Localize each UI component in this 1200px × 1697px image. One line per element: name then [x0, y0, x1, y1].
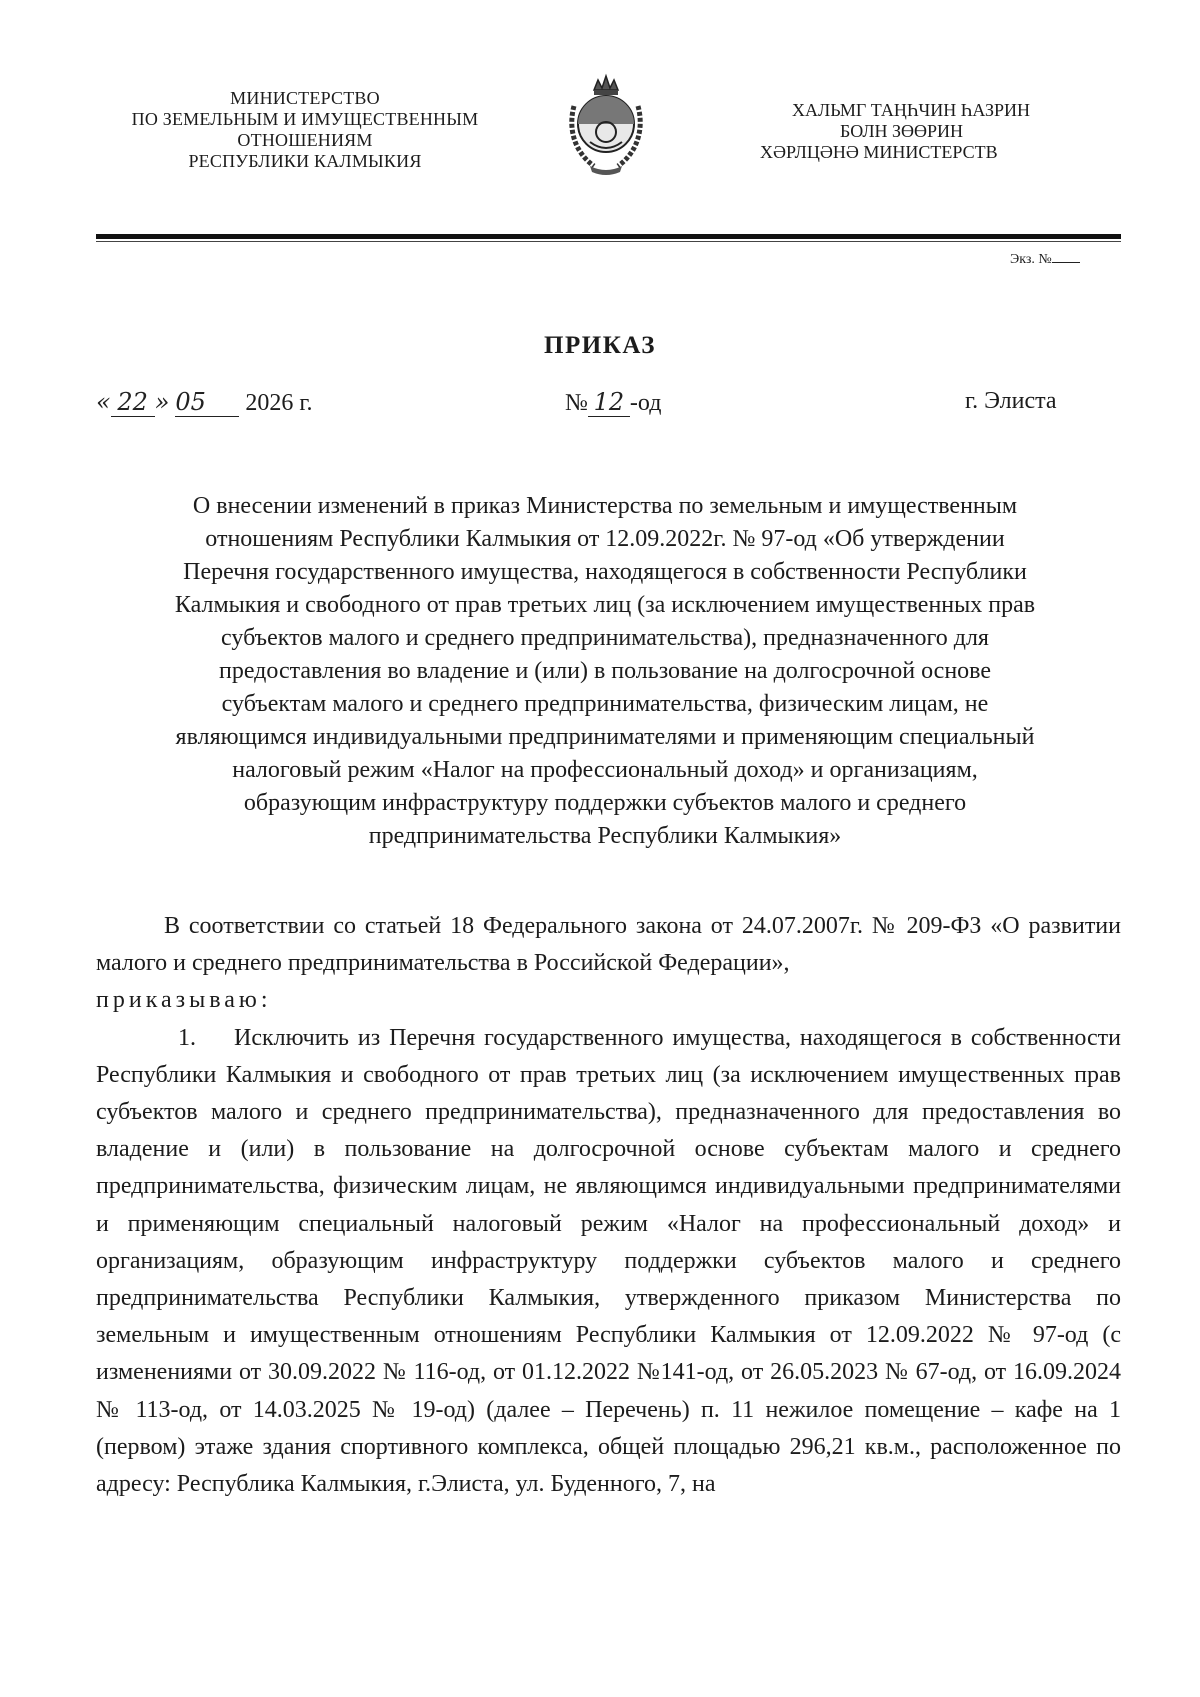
header-divider-thin [96, 241, 1121, 242]
subject-line: Перечня государственного имущества, находящегося в собственности Республики [183, 559, 1027, 585]
ministry-name-line: ПО ЗЕМЕЛЬНЫМ И ИМУЩЕСТВЕННЫМ [131, 109, 479, 129]
date-quote-open: « [96, 388, 111, 416]
subject-line: предпринимательства Республики Калмыкия» [368, 823, 842, 849]
item-number: 1. [178, 1024, 196, 1051]
order-body [96, 908, 1121, 1503]
subject-line: Калмыкия и свободного от прав третьих лиц (за исключением имущественных прав [174, 592, 1036, 618]
subject-line: являющимся индивидуальными предпринимателями и применяющим специальный [175, 724, 1035, 750]
order-number-suffix: -од [629, 390, 662, 416]
date-month: 05 [175, 388, 239, 417]
order-subject [100, 490, 1110, 853]
subject-line: субъектам малого и среднего предпринимательства, физическим лицам, не [221, 691, 989, 717]
order-city: г. Элиста [965, 388, 1057, 414]
order-date [96, 388, 313, 417]
body-intro: В соответствии со статьей 18 Федерального закона от 24.07.2007г. № 209-ФЗ «О развитии малого и среднего предпринимательства в Российской Федерации», [96, 913, 1121, 977]
date-year: 2026 г. [245, 390, 313, 416]
subject-line: налоговый режим «Налог на профессиональный доход» и организациям, [232, 757, 978, 783]
order-number-value: 12 [588, 388, 630, 417]
header-divider [96, 234, 1121, 239]
order-number [565, 388, 661, 417]
date-quote-close: » [154, 388, 170, 416]
body-item-1 [96, 1020, 1121, 1504]
ministry-name-line: ХӘРЛЦӘНӘ МИНИСТЕРСТВ [760, 142, 998, 162]
copy-number-blank [1052, 250, 1080, 263]
body-order-word: приказываю: [96, 987, 272, 1014]
subject-line: О внесении изменений в приказ Министерства по земельным и имущественным [192, 493, 1018, 519]
coat-of-arms-icon [560, 66, 652, 178]
document-title: ПРИКАЗ [544, 332, 656, 359]
ministry-name-line: ОТНОШЕНИЯМ [237, 130, 373, 150]
ministry-name-kalmyk [760, 100, 1100, 163]
subject-line: отношениям Республики Калмыкия от 12.09.2022г. № 97-од «Об утверждении [205, 526, 1005, 552]
subject-line: образующим инфраструктуру поддержки субъектов малого и среднего [243, 790, 967, 816]
item-text: Исключить из Перечня государственного имущества, находящегося в собственности Республики Калмыкия и свободного от прав третьих лиц (за исключением имущественных прав субъектов малого и среднего предпринимательства), предназначенного для предоставления во владение и (или) в пользование на долгосрочной основе субъектам малого и среднего предпринимательства, физическим лицам, не являющимся индивидуальными предпринимателями и применяющим специальный налоговый режим «Налог на профессиональный доход» и организациям, образующим инфраструктуру поддержки субъектов малого и среднего предпринимательства Республики Калмыкия, утвержденного приказом Министерства по земельным и имущественным отношениям Республики Калмыкия от 12.09.2022 № 97-од (с изменениями от 30.09.2022 № 116-од, от 01.12.2022 №141-од, от 26.05.2023 № 67-од, от 16.09.2024 № 113-од, от 14.03.2025 № 19-од) (далее – Перечень) п. 11 нежилое помещение – кафе на 1 (первом) этаже здания спортивного комплекса, общей площадью 296,21 кв.м., расположенное по адресу: Республика Калмыкия, г.Элиста, ул. Буденного, 7, на [96, 1024, 1121, 1498]
order-number-prefix: № [565, 390, 588, 416]
subject-line: субъектов малого и среднего предпринимательства), предназначенного для [221, 625, 989, 651]
ministry-name-russian [95, 88, 515, 172]
subject-line: предоставления во владение и (или) в пользование на долгосрочной основе [218, 658, 992, 684]
ministry-name-line: МИНИСТЕРСТВО [230, 88, 380, 108]
copy-number [1010, 250, 1080, 268]
ministry-name-line: ХАЛЬМГ ТАҢҺЧИН ҺАЗРИН [792, 100, 1030, 120]
ministry-name-line: БОЛН ЗӨӨРИН [840, 121, 964, 141]
ministry-name-line: РЕСПУБЛИКИ КАЛМЫКИЯ [188, 151, 422, 171]
date-day: 22 [111, 388, 155, 417]
copy-number-label: Экз. № [1010, 252, 1052, 267]
